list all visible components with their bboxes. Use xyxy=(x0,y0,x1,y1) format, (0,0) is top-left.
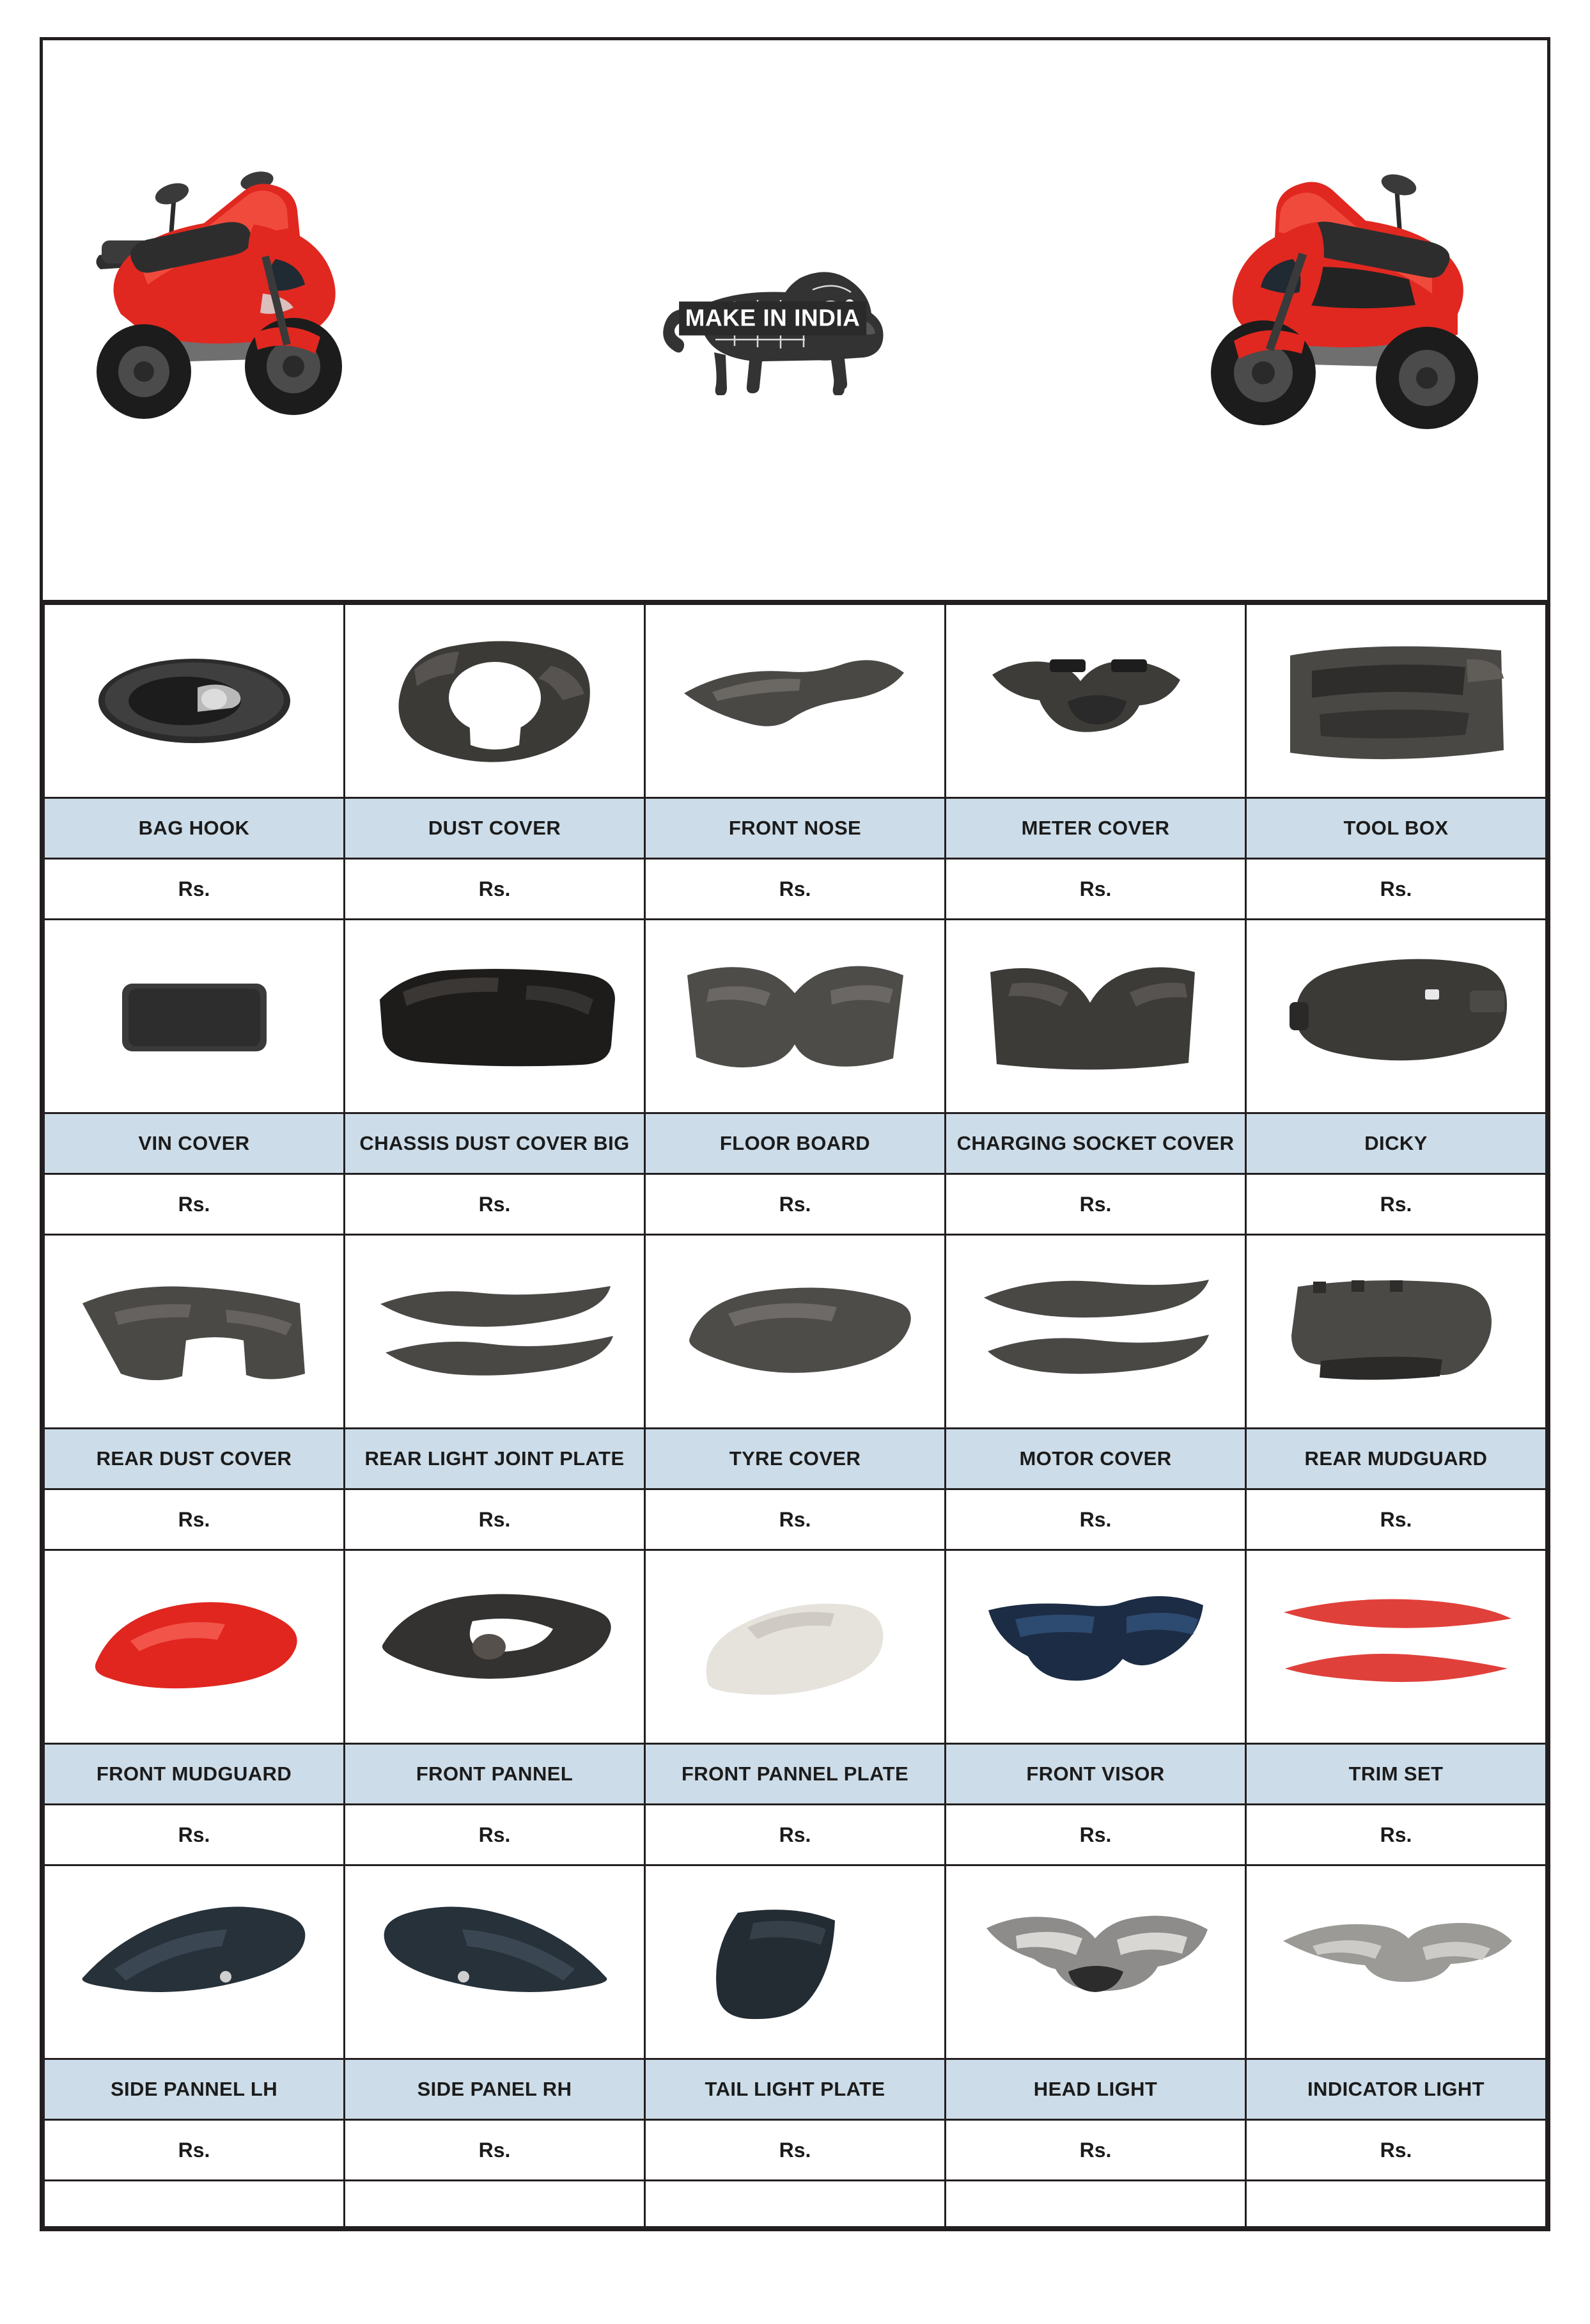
table-row-names xyxy=(44,2059,1547,2120)
part-price: Rs. xyxy=(946,1805,1246,1865)
part-image-cell xyxy=(345,2181,645,2227)
part-price: Rs. xyxy=(645,1174,946,1235)
indicator-light-part-icon xyxy=(1247,1866,1545,2058)
part-image-cell xyxy=(44,1235,345,1429)
part-image-cell xyxy=(1246,604,1547,798)
part-price: Rs. xyxy=(1246,859,1547,920)
part-image-cell xyxy=(44,1550,345,1744)
table-row xyxy=(44,1550,1547,1744)
part-name: TRIM SET xyxy=(1246,1744,1547,1805)
dicky-part-icon xyxy=(1247,920,1545,1112)
part-name: REAR LIGHT JOINT PLATE xyxy=(345,1429,645,1489)
part-image-cell xyxy=(946,920,1246,1113)
tyre-cover-part-icon xyxy=(646,1236,944,1427)
meter-cover-part-icon xyxy=(946,605,1245,797)
head-light-part-icon xyxy=(946,1866,1245,2058)
price-list-sheet xyxy=(40,37,1550,2231)
scooter-right-image xyxy=(1087,122,1528,519)
part-name: FRONT PANNEL xyxy=(345,1744,645,1805)
tool-box-part-icon xyxy=(1247,605,1545,797)
part-name: FLOOR BOARD xyxy=(645,1113,946,1174)
part-name: FRONT MUDGUARD xyxy=(44,1744,345,1805)
part-image-cell xyxy=(345,604,645,798)
rear-mudguard-part-icon xyxy=(1247,1236,1545,1427)
part-price: Rs. xyxy=(44,1805,345,1865)
part-image-cell xyxy=(345,1550,645,1744)
part-name: REAR MUDGUARD xyxy=(1246,1429,1547,1489)
front-mudguard-part-icon xyxy=(45,1551,343,1743)
part-image-cell xyxy=(44,604,345,798)
motor-cover-part-icon xyxy=(946,1236,1245,1427)
part-price: Rs. xyxy=(345,2120,645,2181)
part-price: Rs. xyxy=(946,1174,1246,1235)
part-image-cell xyxy=(645,604,946,798)
front-pannel-part-icon xyxy=(345,1551,644,1743)
rear-dust-cover-part-icon xyxy=(45,1236,343,1427)
rear-light-joint-plate-part-icon xyxy=(345,1236,644,1427)
part-name: METER COVER xyxy=(946,798,1246,859)
part-image-cell xyxy=(44,1865,345,2059)
part-price: Rs. xyxy=(44,859,345,920)
part-name: BAG HOOK xyxy=(44,798,345,859)
part-name: FRONT NOSE xyxy=(645,798,946,859)
table-row-prices xyxy=(44,2120,1547,2181)
part-price: Rs. xyxy=(946,859,1246,920)
part-image-cell xyxy=(1246,1235,1547,1429)
table-row xyxy=(44,920,1547,1113)
part-image-cell xyxy=(1246,1865,1547,2059)
part-image-cell xyxy=(645,1235,946,1429)
side-panel-rh-part-icon xyxy=(345,1866,644,2058)
part-price: Rs. xyxy=(645,859,946,920)
make-in-india-badge xyxy=(458,240,1087,400)
table-row-partial xyxy=(44,2181,1547,2227)
dust-cover-part-icon xyxy=(345,605,644,797)
part-name: FRONT VISOR xyxy=(946,1744,1246,1805)
table-row xyxy=(44,1235,1547,1429)
part-name: FRONT PANNEL PLATE xyxy=(645,1744,946,1805)
part-price: Rs. xyxy=(44,1489,345,1550)
part-image-cell xyxy=(1246,2181,1547,2227)
part-name: TYRE COVER xyxy=(645,1429,946,1489)
part-price: Rs. xyxy=(345,859,645,920)
part-name: CHASSIS DUST COVER BIG xyxy=(345,1113,645,1174)
hero-banner xyxy=(43,40,1547,603)
front-visor-part-icon xyxy=(946,1551,1245,1743)
part-image-cell xyxy=(345,920,645,1113)
part-price: Rs. xyxy=(645,1805,946,1865)
bag-hook-part-icon xyxy=(45,605,343,797)
part-image-cell xyxy=(946,2181,1246,2227)
chassis-dust-cover-big-part-icon xyxy=(345,920,644,1112)
part-image-cell xyxy=(946,1235,1246,1429)
table-row-prices xyxy=(44,1489,1547,1550)
part-image-cell xyxy=(1246,920,1547,1113)
part-name: CHARGING SOCKET COVER xyxy=(946,1113,1246,1174)
part-price: Rs. xyxy=(1246,2120,1547,2181)
part-price: Rs. xyxy=(345,1174,645,1235)
table-row-names xyxy=(44,1113,1547,1174)
part-price: Rs. xyxy=(645,2120,946,2181)
part-price: Rs. xyxy=(345,1489,645,1550)
part-image-cell xyxy=(345,1235,645,1429)
part-image-cell xyxy=(946,604,1246,798)
part-name: VIN COVER xyxy=(44,1113,345,1174)
part-price: Rs. xyxy=(345,1805,645,1865)
table-row xyxy=(44,604,1547,798)
part-image-cell xyxy=(1246,1550,1547,1744)
part-name: TOOL BOX xyxy=(1246,798,1547,859)
part-price: Rs. xyxy=(1246,1174,1547,1235)
part-price: Rs. xyxy=(1246,1805,1547,1865)
part-price: Rs. xyxy=(946,1489,1246,1550)
part-image-cell xyxy=(44,920,345,1113)
tail-light-plate-part-icon xyxy=(646,1866,944,2058)
make-in-india-label: MAKE IN INDIA xyxy=(679,302,867,336)
parts-grid xyxy=(43,603,1547,2228)
part-price: Rs. xyxy=(1246,1489,1547,1550)
floor-board-part-icon xyxy=(646,920,944,1112)
part-name: DICKY xyxy=(1246,1113,1547,1174)
part-image-cell xyxy=(645,1865,946,2059)
part-price: Rs. xyxy=(44,1174,345,1235)
part-image-cell xyxy=(645,920,946,1113)
part-name: HEAD LIGHT xyxy=(946,2059,1246,2120)
part-name: MOTOR COVER xyxy=(946,1429,1246,1489)
part-price: Rs. xyxy=(44,2120,345,2181)
front-pannel-plate-part-icon xyxy=(646,1551,944,1743)
part-image-cell xyxy=(645,1550,946,1744)
table-row-prices xyxy=(44,1174,1547,1235)
part-image-cell xyxy=(44,2181,345,2227)
table-row-names xyxy=(44,1744,1547,1805)
charging-socket-cover-part-icon xyxy=(946,920,1245,1112)
trim-set-part-icon xyxy=(1247,1551,1545,1743)
part-name: INDICATOR LIGHT xyxy=(1246,2059,1547,2120)
part-name: SIDE PANNEL LH xyxy=(44,2059,345,2120)
part-name: TAIL LIGHT PLATE xyxy=(645,2059,946,2120)
part-name: SIDE PANEL RH xyxy=(345,2059,645,2120)
part-image-cell xyxy=(645,2181,946,2227)
part-name: DUST COVER xyxy=(345,798,645,859)
table-row-prices xyxy=(44,859,1547,920)
part-name: REAR DUST COVER xyxy=(44,1429,345,1489)
table-row-names xyxy=(44,798,1547,859)
scooter-left-image xyxy=(62,122,458,519)
part-price: Rs. xyxy=(645,1489,946,1550)
front-nose-part-icon xyxy=(646,605,944,797)
table-row-prices xyxy=(44,1805,1547,1865)
part-image-cell xyxy=(345,1865,645,2059)
table-row xyxy=(44,1865,1547,2059)
part-image-cell xyxy=(946,1865,1246,2059)
table-row-names xyxy=(44,1429,1547,1489)
part-price: Rs. xyxy=(946,2120,1246,2181)
part-image-cell xyxy=(946,1550,1246,1744)
side-pannel-lh-part-icon xyxy=(45,1866,343,2058)
vin-cover-part-icon xyxy=(45,920,343,1112)
